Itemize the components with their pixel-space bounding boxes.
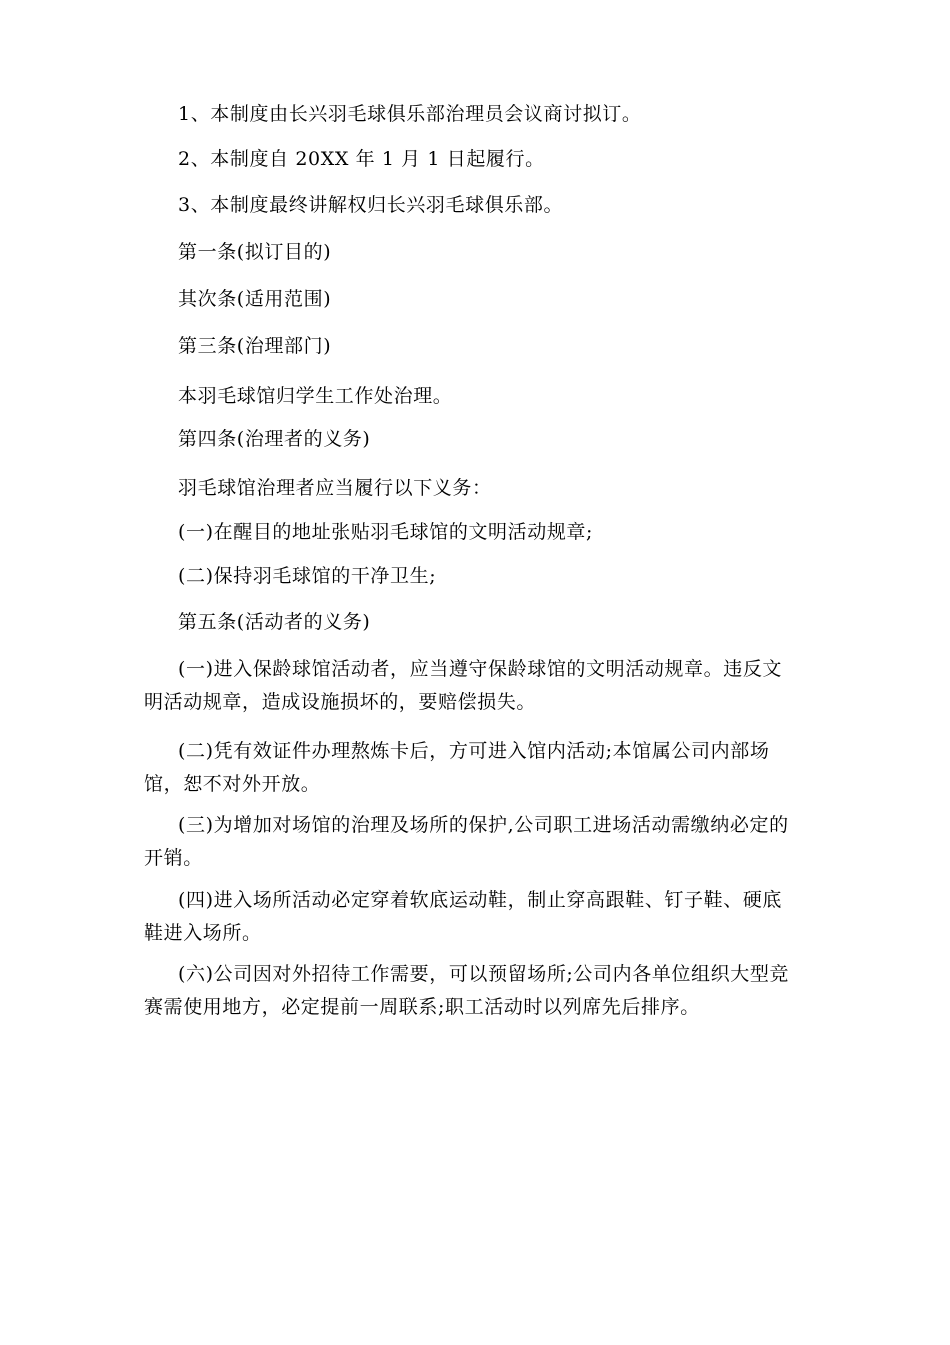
clause-line-1: 1、本制度由长兴羽毛球俱乐部治理员会议商讨拟订。 (178, 103, 642, 125)
article-heading-5: 第五条(活动者的义务) (178, 611, 371, 633)
clause-line-2: 2、本制度自 20XX 年 1 月 1 日起履行。 (178, 148, 545, 170)
rule-paragraph-1: (一)进入保龄球馆活动者，应当遵守保龄球馆的文明活动规章。违反文明活动规章，造成设施损坏的，要赔偿损失。 (144, 658, 783, 713)
article-heading-2: 其次条(适用范围) (178, 288, 332, 310)
duty-item-1: (一)在醒目的地址张贴羽毛球馆的文明活动规章; (178, 521, 594, 543)
article-heading-1: 第一条(拟订目的) (178, 241, 332, 263)
article-heading-3: 第三条(治理部门) (178, 335, 332, 357)
rule-paragraph-3: (三)为增加对场馆的治理及场所的保护,公司职工进场活动需缴纳必定的开销。 (144, 814, 789, 869)
rule-paragraph-5: (六)公司因对外招待工作需要，可以预留场所;公司内各单位组织大型竞赛需使用地方，必定提前一周联系;职工活动时以列席先后排序。 (144, 963, 790, 1018)
rule-paragraph-2: (二)凭有效证件办理熬炼卡后，方可进入馆内活动;本馆属公司内部场馆，恕不对外开放。 (144, 740, 770, 795)
duty-item-2: (二)保持羽毛球馆的干净卫生; (178, 565, 437, 587)
clause-line-3: 3、本制度最终讲解权归长兴羽毛球俱乐部。 (178, 194, 564, 216)
article-text-4: 羽毛球馆治理者应当履行以下义务： (178, 477, 492, 499)
rule-paragraph-4: (四)进入场所活动必定穿着软底运动鞋，制止穿高跟鞋、钉子鞋、硬底鞋进入场所。 (144, 889, 783, 944)
article-heading-4: 第四条(治理者的义务) (178, 428, 371, 450)
article-text-3: 本羽毛球馆归学生工作处治理。 (178, 385, 453, 407)
